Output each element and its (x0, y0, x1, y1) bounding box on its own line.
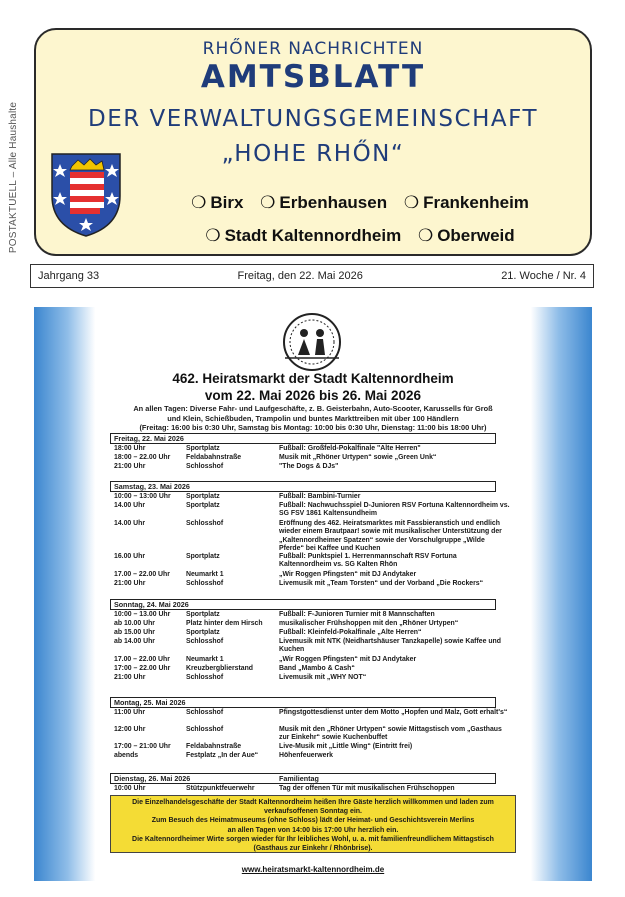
masthead-region: „HOHE RHŐN“ (221, 141, 405, 167)
masthead-subtitle: RHŐNER NACHRICHTEN (202, 39, 424, 59)
issue-info-bar (30, 264, 594, 288)
event-description: Eröffnung des 462. Heiratsmarktes mit Fassbieranstich und endlich wieder einem Brautpaar! sowie mit musikalischer Unterstützung der „Kaltennordheimer Spatzen“ sowie der Vorschulgruppe „Wilde Pferde“ bei Kaffee und Kuchen (279, 520, 502, 553)
event-location: Schlosshof (186, 638, 224, 645)
event-description: Fußball: Punktspiel 1. Herrenmannschaft RSV Fortuna Kaltennordheim vs. SG Kalten Rhön (279, 553, 457, 569)
masthead (34, 28, 592, 256)
event-location: Feldabahnstraße (186, 454, 242, 461)
event-time: 12:00 Uhr (114, 726, 146, 733)
event-location: Sportplatz (186, 629, 220, 636)
event-description: "The Dogs & DJs" (279, 463, 339, 470)
event-description: Fußball: Großfeld-Pokalfinale "Alte Herren" (279, 445, 421, 452)
issue-date: Freitag, den 22. Mai 2026 (237, 270, 363, 282)
event-time: ab 15.00 Uhr (114, 629, 155, 636)
event-location: Sportplatz (186, 553, 220, 560)
event-time: 18:00 Uhr (114, 445, 146, 452)
event-time: 17:00 – 22.00 Uhr (114, 665, 171, 672)
issue-week: 21. Woche / Nr. 4 (501, 270, 586, 282)
event-description: Fußball: Nachwuchsspiel D-Junioren RSV Fortuna Kaltennordheim vs. SG FSV 1861 Kaltensundheim (279, 502, 510, 518)
event-description: Fußball: F-Junioren Turnier mit 8 Mannschaften (279, 611, 435, 618)
event-location: Schlosshof (186, 520, 224, 527)
event-description: Livemusik mit „Team Torsten“ und der Vorband „Die Rockers“ (279, 580, 484, 587)
event-location: Sportplatz (186, 493, 220, 500)
event-description: Musik mit den „Rhöner Urtypen“ sowie Mittagstisch vom „Gasthaus zur Einkehr“ sowie Kuchenbuffet (279, 726, 502, 742)
poster-dates: vom 22. Mai 2026 bis 26. Mai 2026 (204, 388, 422, 403)
event-description: Livemusik mit NTK (Neidhartshäuser Tanzkapelle) sowie Kaffee und Kuchen (279, 638, 501, 654)
place-erbenhausen: ❍ Erbenhausen (260, 193, 388, 212)
day-header: Montag, 25. Mai 2026 (110, 697, 496, 708)
poster-intro: An allen Tagen: Diverse Fahr- und Laufgeschäfte, z. B. Geisterbahn, Auto-Scooter, Karussells für Groß und Klein, Schießbuden, Trampolin und buntes Markttreiben mit über 100 Händlern (Freitag: 16:00 bis 0:30 Uhr, Samstag bis Montag: 10:00 bis 0:30 Uhr, Dienstag: 11:00 bis 18:00 Uhr) (133, 404, 493, 432)
info-notice: Die Einzelhandelsgeschäfte der Stadt Kaltennordheim heißen Ihre Gäste herzlich willkommen und laden zum verkaufsoffenen Sonntag ein. Zum Besuch des Heimatmuseums (ohne Schloss) lädt der Heimat- und Geschichtsverein Merlins an allen Tagen von 14:00 bis 17:00 Uhr herzlich ein. Die Kaltennordheimer Wirte sorgen wieder für Ihr leibliches Wohl, u. a. mit familienfreundlichem Mittagstisch (Gasthaus zur Einkehr / Rhönbrise). (110, 795, 516, 853)
poster-website-link[interactable]: www.heiratsmarkt-kaltennordheim.de (241, 865, 385, 874)
event-description: Band „Mambo & Cash“ (279, 665, 355, 672)
event-time: 10:00 Uhr (114, 785, 146, 792)
event-time: 16.00 Uhr (114, 553, 146, 560)
event-time: ab 14.00 Uhr (114, 638, 155, 645)
place-oberweid: ❍ Oberweid (417, 226, 515, 245)
day-header: Dienstag, 26. Mai 2026 Familientag (110, 773, 496, 784)
event-description: Live-Musik mit „Little Wing“ (Eintritt frei) (279, 743, 413, 750)
event-location: Neumarkt 1 (186, 656, 224, 663)
event-time: 21:00 Uhr (114, 674, 146, 681)
event-location: Neumarkt 1 (186, 571, 224, 578)
event-time: 21:00 Uhr (114, 463, 146, 470)
event-location: Schlosshof (186, 674, 224, 681)
event-description: musikalischer Frühshoppen mit den „Rhöner Urtypen“ (279, 620, 459, 627)
coat-of-arms-icon (48, 150, 124, 238)
event-time: 10:00 – 13.00 Uhr (114, 611, 171, 618)
event-location: Festplatz „In der Aue“ (186, 752, 259, 759)
day-header-extra: Familientag (279, 774, 319, 783)
event-time: 11:00 Uhr (114, 709, 146, 716)
event-description: Fußball: Bambini-Turnier (279, 493, 361, 500)
day-header: Freitag, 22. Mai 2026 (110, 433, 496, 444)
event-location: Platz hinter dem Hirsch (186, 620, 263, 627)
day-header: Samstag, 23. Mai 2026 (110, 481, 496, 492)
event-description: Fußball: Kleinfeld-Pokalfinale „Alte Herren“ (279, 629, 422, 636)
event-time: 14.00 Uhr (114, 520, 146, 527)
event-location: Kreuzbergblierstand (186, 665, 254, 672)
event-description: Höhenfeuerwerk (279, 752, 333, 759)
event-time: 10:00 – 13:00 Uhr (114, 493, 171, 500)
event-location: Sportplatz (186, 502, 220, 509)
event-time: 14.00 Uhr (114, 502, 146, 509)
event-description: Livemusik mit „WHY NOT“ (279, 674, 367, 681)
event-location: Schlosshof (186, 726, 224, 733)
event-description: Pfingstgottesdienst unter dem Motto „Hopfen und Malz, Gott erhalt's“ (279, 709, 508, 716)
masthead-authority: DER VERWALTUNGSGEMEINSCHAFT (87, 106, 538, 132)
event-location: Stützpunktfeuerwehr (186, 785, 255, 792)
event-description: Musik mit „Rhöner Urtypen“ sowie „Green Unk“ (279, 454, 437, 461)
event-description: „Wir Roggen Pfingsten“ mit DJ Andytaker (279, 656, 417, 663)
event-location: Sportplatz (186, 445, 220, 452)
event-location: Feldabahnstraße (186, 743, 242, 750)
event-time: 18:00 – 22.00 Uhr (114, 454, 171, 461)
side-imprint (4, 92, 24, 262)
event-time: ab 10.00 Uhr (114, 620, 155, 627)
issue-volume: Jahrgang 33 (38, 270, 100, 282)
event-location: Schlosshof (186, 463, 224, 470)
place-kaltennordheim: ❍ Stadt Kaltennordheim (205, 226, 402, 245)
heiratsmarkt-logo-icon (279, 311, 345, 373)
masthead-title: AMTSBLATT (200, 59, 426, 95)
event-description: Tag der offenen Tür mit musikalischen Frühschoppen (279, 785, 455, 792)
place-frankenheim: ❍ Frankenheim (403, 193, 529, 212)
event-time: 21:00 Uhr (114, 580, 146, 587)
places-row-1 (132, 193, 588, 213)
event-time: abends (114, 752, 139, 759)
poster-title: 462. Heiratsmarkt der Stadt Kaltennordheim (172, 371, 454, 386)
places-row-2 (132, 226, 588, 246)
event-poster (96, 307, 530, 881)
event-time: 17.00 – 22.00 Uhr (114, 656, 170, 663)
event-time: 17:00 – 21:00 Uhr (114, 743, 171, 750)
event-time: 17.00 – 22.00 Uhr (114, 571, 170, 578)
event-location: Schlosshof (186, 580, 224, 587)
event-description: „Wir Roggen Pfingsten“ mit DJ Andytaker (279, 571, 417, 578)
place-birx: ❍ Birx (191, 193, 244, 212)
event-location: Sportplatz (186, 611, 220, 618)
day-header: Sonntag, 24. Mai 2026 (110, 599, 496, 610)
side-imprint-text: POSTAKTUELL – Alle Haushalte (8, 101, 20, 253)
event-location: Schlosshof (186, 709, 224, 716)
